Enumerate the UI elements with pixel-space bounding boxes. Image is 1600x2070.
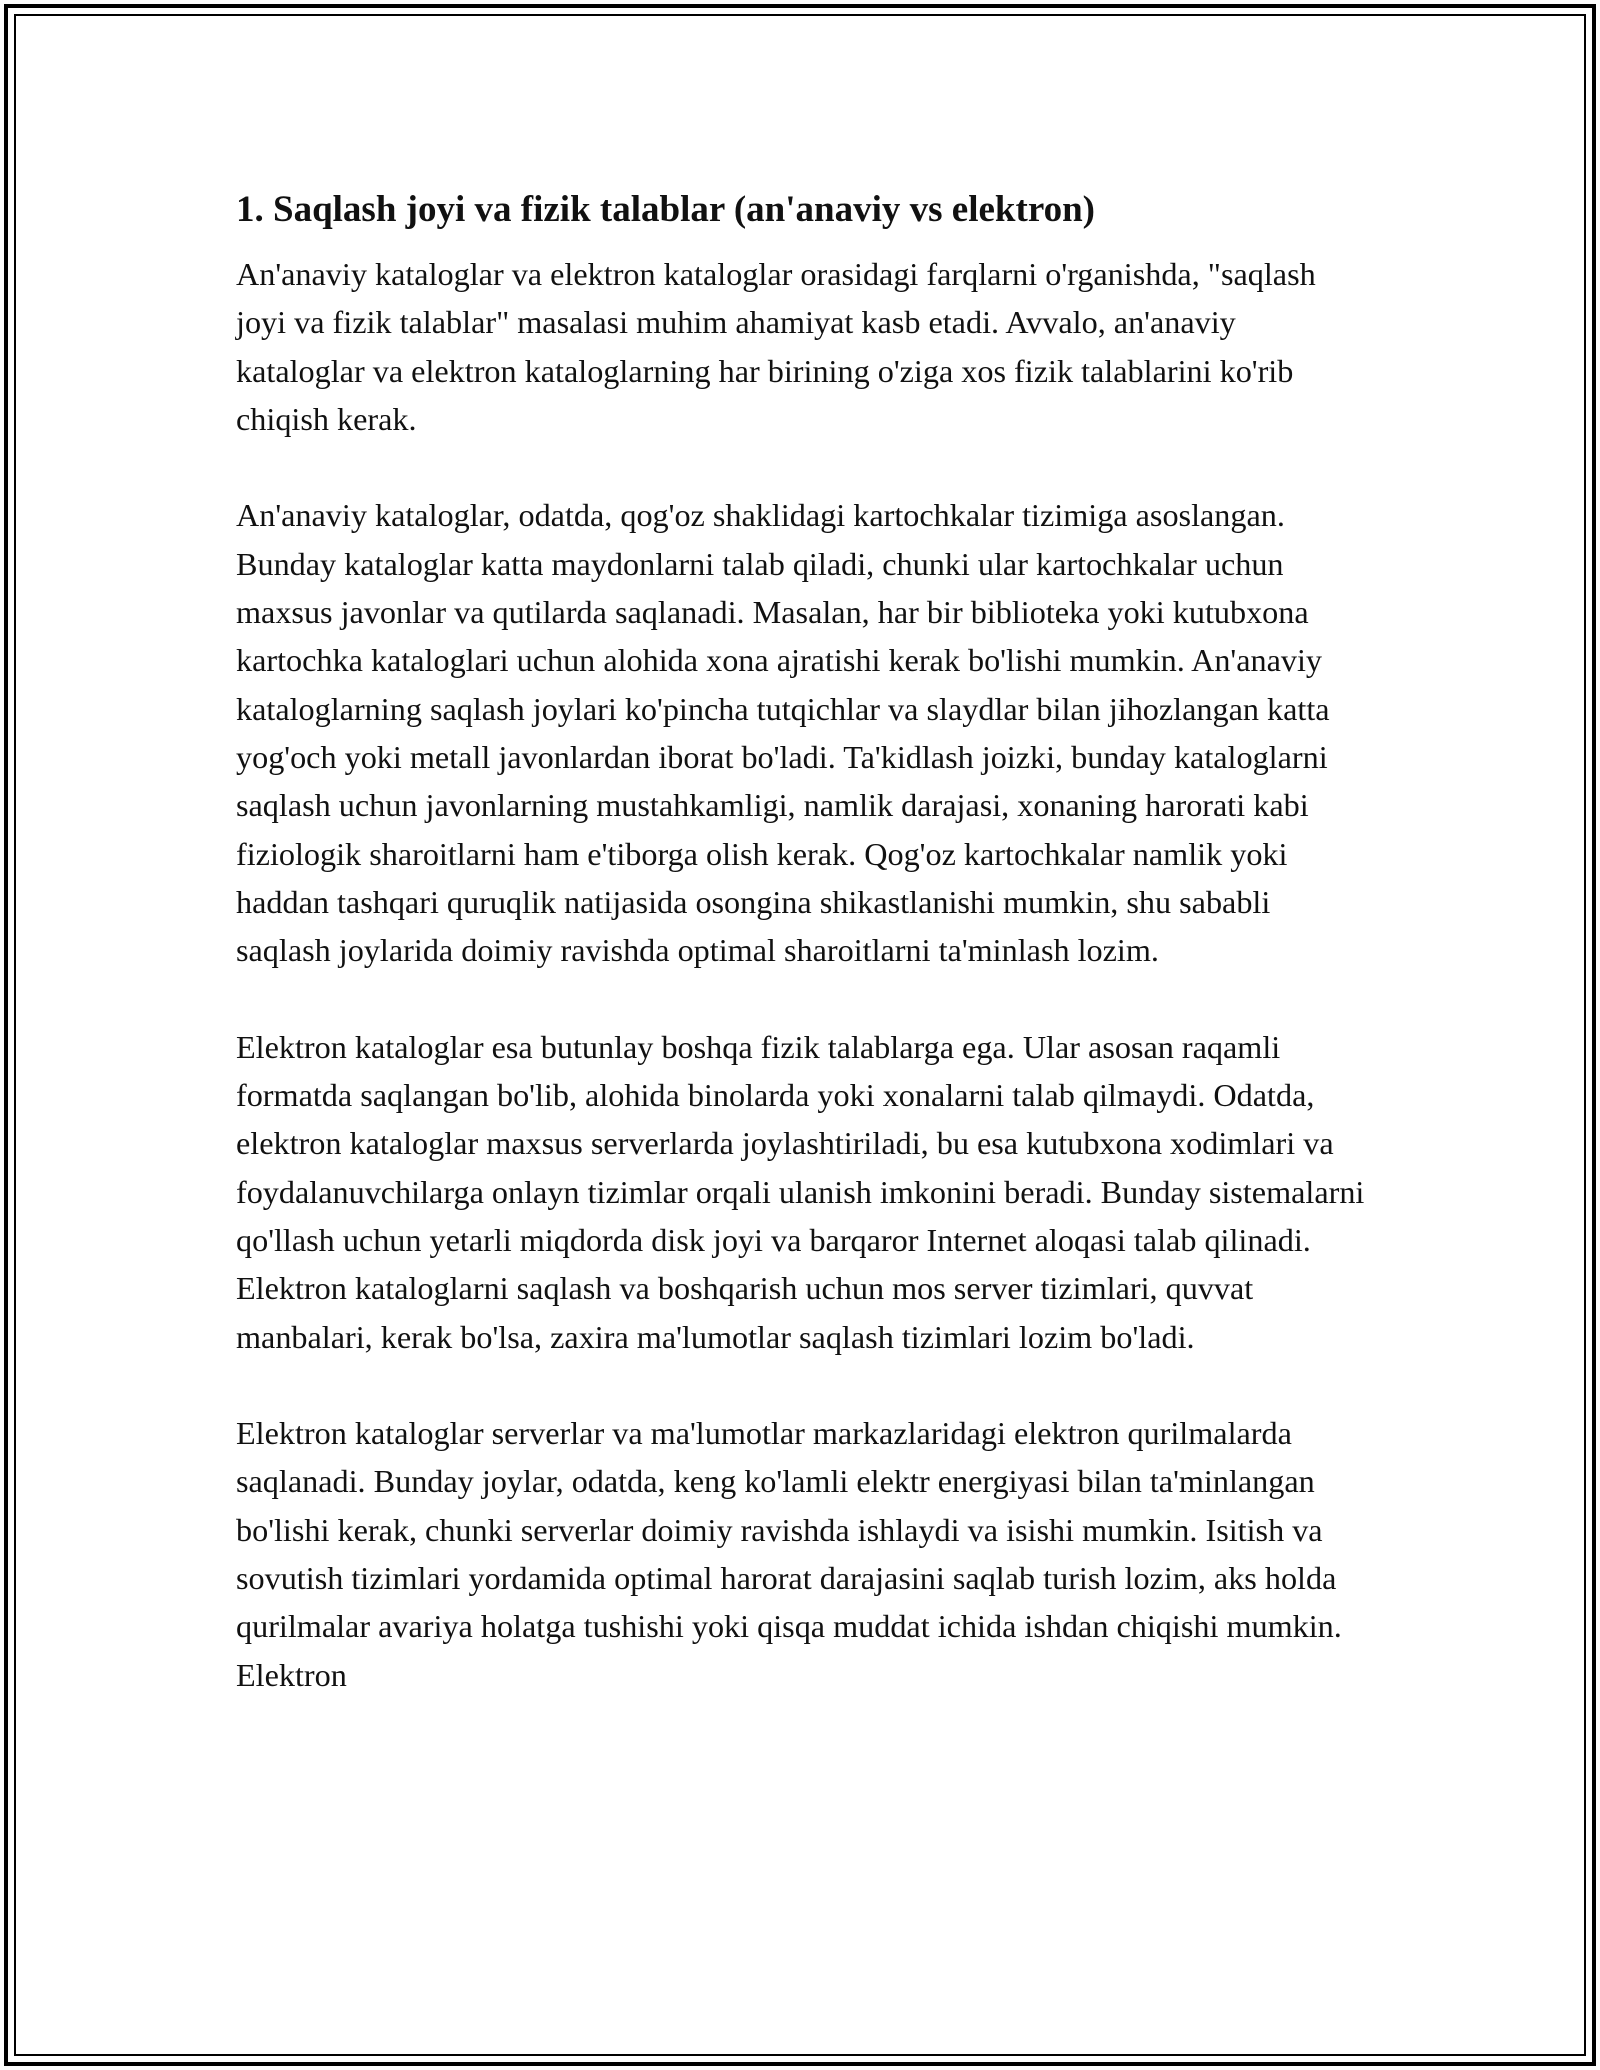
paragraph-2: An'anaviy kataloglar, odatda, qog'oz shaklidagi kartochkalar tizimiga asoslangan. Bunday kataloglar katta maydonlarni talab qiladi, chunki ular kartochkalar uchun maxsus javonlar va qutilarda saqlanadi. Masalan, har bir biblioteka yoki kutubxona kartochka kataloglari uchun alohida xona ajratishi kerak bo'lishi mumkin. An'anaviy kataloglarning saqlash joylari ko'pincha tutqichlar va slaydlar bilan jihozlangan katta yog'och yoki metall javonlardan iborat bo'ladi. Ta'kidlash joizki, bunday kataloglarni saqlash uchun javonlarning mustahkamligi, namlik darajasi, xonaning harorati kabi fiziologik sharoitlarni ham e'tiborga olish kerak. Qog'oz kartochkalar namlik yoki haddan tashqari quruqlik natijasida osongina shikastlanishi mumkin, shu sababli saqlash joylarida doimiy ravishda optimal sharoitlarni ta'minlash lozim. — [236, 497, 1330, 969]
paragraph-3: Elektron kataloglar esa butunlay boshqa fizik talablarga ega. Ular asosan raqamli formatda saqlangan bo'lib, alohida binolarda yoki xonalarni talab qilmaydi. Odatda, elektron kataloglar maxsus serverlarda joylashtiriladi, bu esa kutubxona xodimlari va foydalanuvchilarga onlayn tizimlar orqali ulanish imkonini beradi. Bunday sistemalarni qo'llash uchun yetarli miqdorda disk joyi va barqaror Internet aloqasi talab qilinadi. Elektron kataloglarni saqlash va boshqarish uchun mos server tizimlari, quvvat manbalari, kerak bo'lsa, zaxira ma'lumotlar saqlash tizimlari lozim bo'ladi. — [236, 1028, 1365, 1355]
paragraph-4: Elektron kataloglar serverlar va ma'lumotlar markazlaridagi elektron qurilmalarda saqlanadi. Bunday joylar, odatda, keng ko'lamli elektr energiyasi bilan ta'minlangan bo'lishi kerak, chunki serverlar doimiy ravishda ishlaydi va isishi mumkin. Isitish va sovutish tizimlari yordamida optimal harorat darajasini saqlab turish lozim, aks holda qurilmalar avariya holatga tushishi yoki qisqa muddat ichida ishdan chiqishi mumkin. Elektron — [236, 1415, 1342, 1693]
section-heading: 1. Saqlash joyi va fizik talablar (an'anaviy vs elektron) — [236, 189, 1095, 230]
paragraph-1: An'anaviy kataloglar va elektron kataloglar orasidagi farqlarni o'rganishda, "saqlash joyi va fizik talablar" masalasi muhim ahamiyat kasb etadi. Avvalo, an'anaviy kataloglar va elektron kataloglarning har birining o'ziga xos fizik talablarini ko'rib chiqish kerak. — [236, 256, 1316, 437]
document-body — [236, 186, 1366, 1747]
